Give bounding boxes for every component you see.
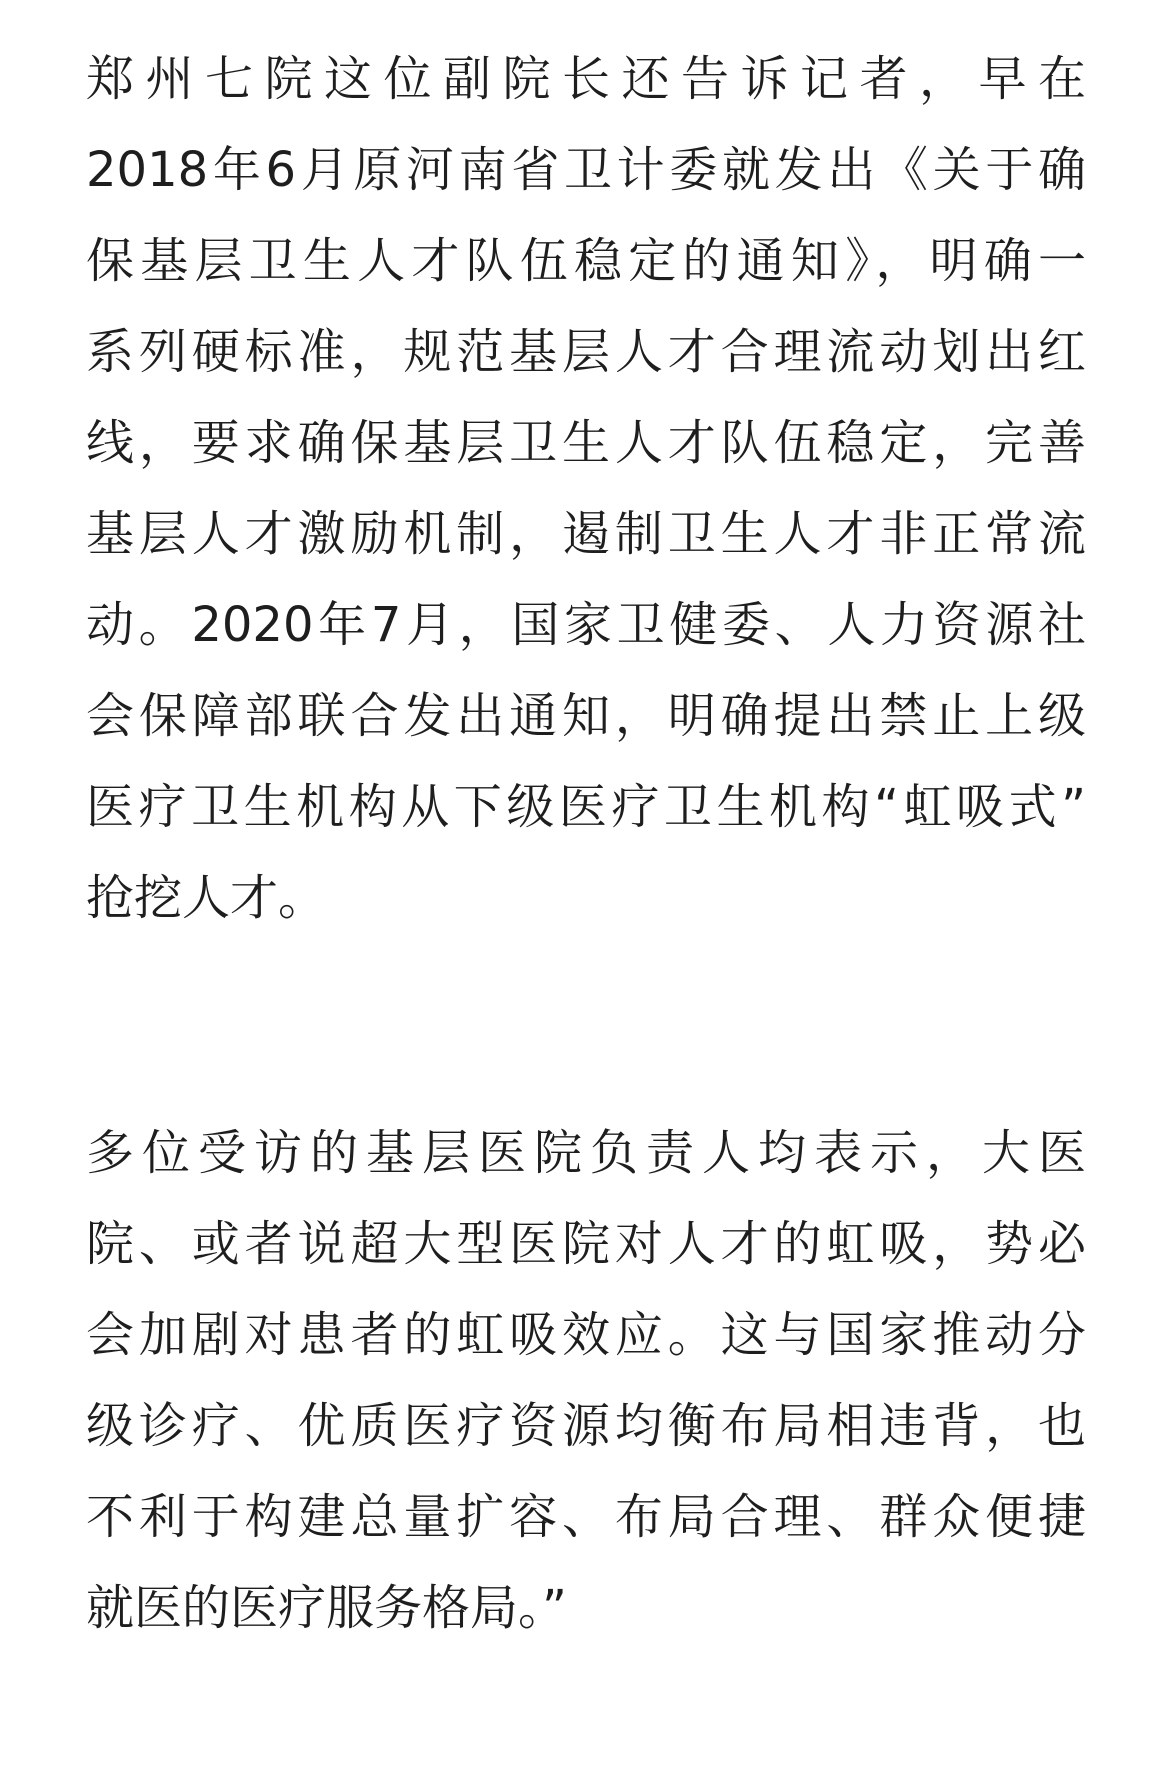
- text-line: 级诊疗、优质医疗资源均衡布局相违背，也: [86, 1398, 1086, 1454]
- text-line: 2018年6月原河南省卫计委就发出《关于确: [86, 142, 1086, 198]
- paragraph-spacer: [86, 944, 1086, 1108]
- text-line: 不利于构建总量扩容、布局合理、群众便捷: [86, 1489, 1086, 1545]
- article-body: [86, 34, 1086, 1654]
- text-line: 郑州七院这位副院长还告诉记者，早在: [86, 51, 1086, 107]
- paragraph-1: [86, 34, 1086, 944]
- text-line: 会保障部联合发出通知，明确提出禁止上级: [86, 688, 1086, 744]
- text-line: 会加剧对患者的虹吸效应。这与国家推动分: [86, 1307, 1086, 1363]
- text-line: 动。2020年7月，国家卫健委、人力资源社: [86, 597, 1086, 653]
- text-line: 基层人才激励机制，遏制卫生人才非正常流: [86, 506, 1086, 562]
- text-line: 保基层卫生人才队伍稳定的通知》，明确一: [86, 233, 1086, 289]
- text-line: 医疗卫生机构从下级医疗卫生机构“虹吸式”: [86, 779, 1086, 835]
- text-line: 系列硬标准，规范基层人才合理流动划出红: [86, 324, 1086, 380]
- text-line: 就医的医疗服务格局。”: [86, 1580, 567, 1636]
- paragraph-2: [86, 1108, 1086, 1654]
- text-line: 线，要求确保基层卫生人才队伍稳定，完善: [86, 415, 1086, 471]
- text-line: 院、或者说超大型医院对人才的虹吸，势必: [86, 1216, 1086, 1272]
- text-line: 多位受访的基层医院负责人均表示，大医: [86, 1125, 1086, 1181]
- text-line: 抢挖人才。: [86, 870, 327, 926]
